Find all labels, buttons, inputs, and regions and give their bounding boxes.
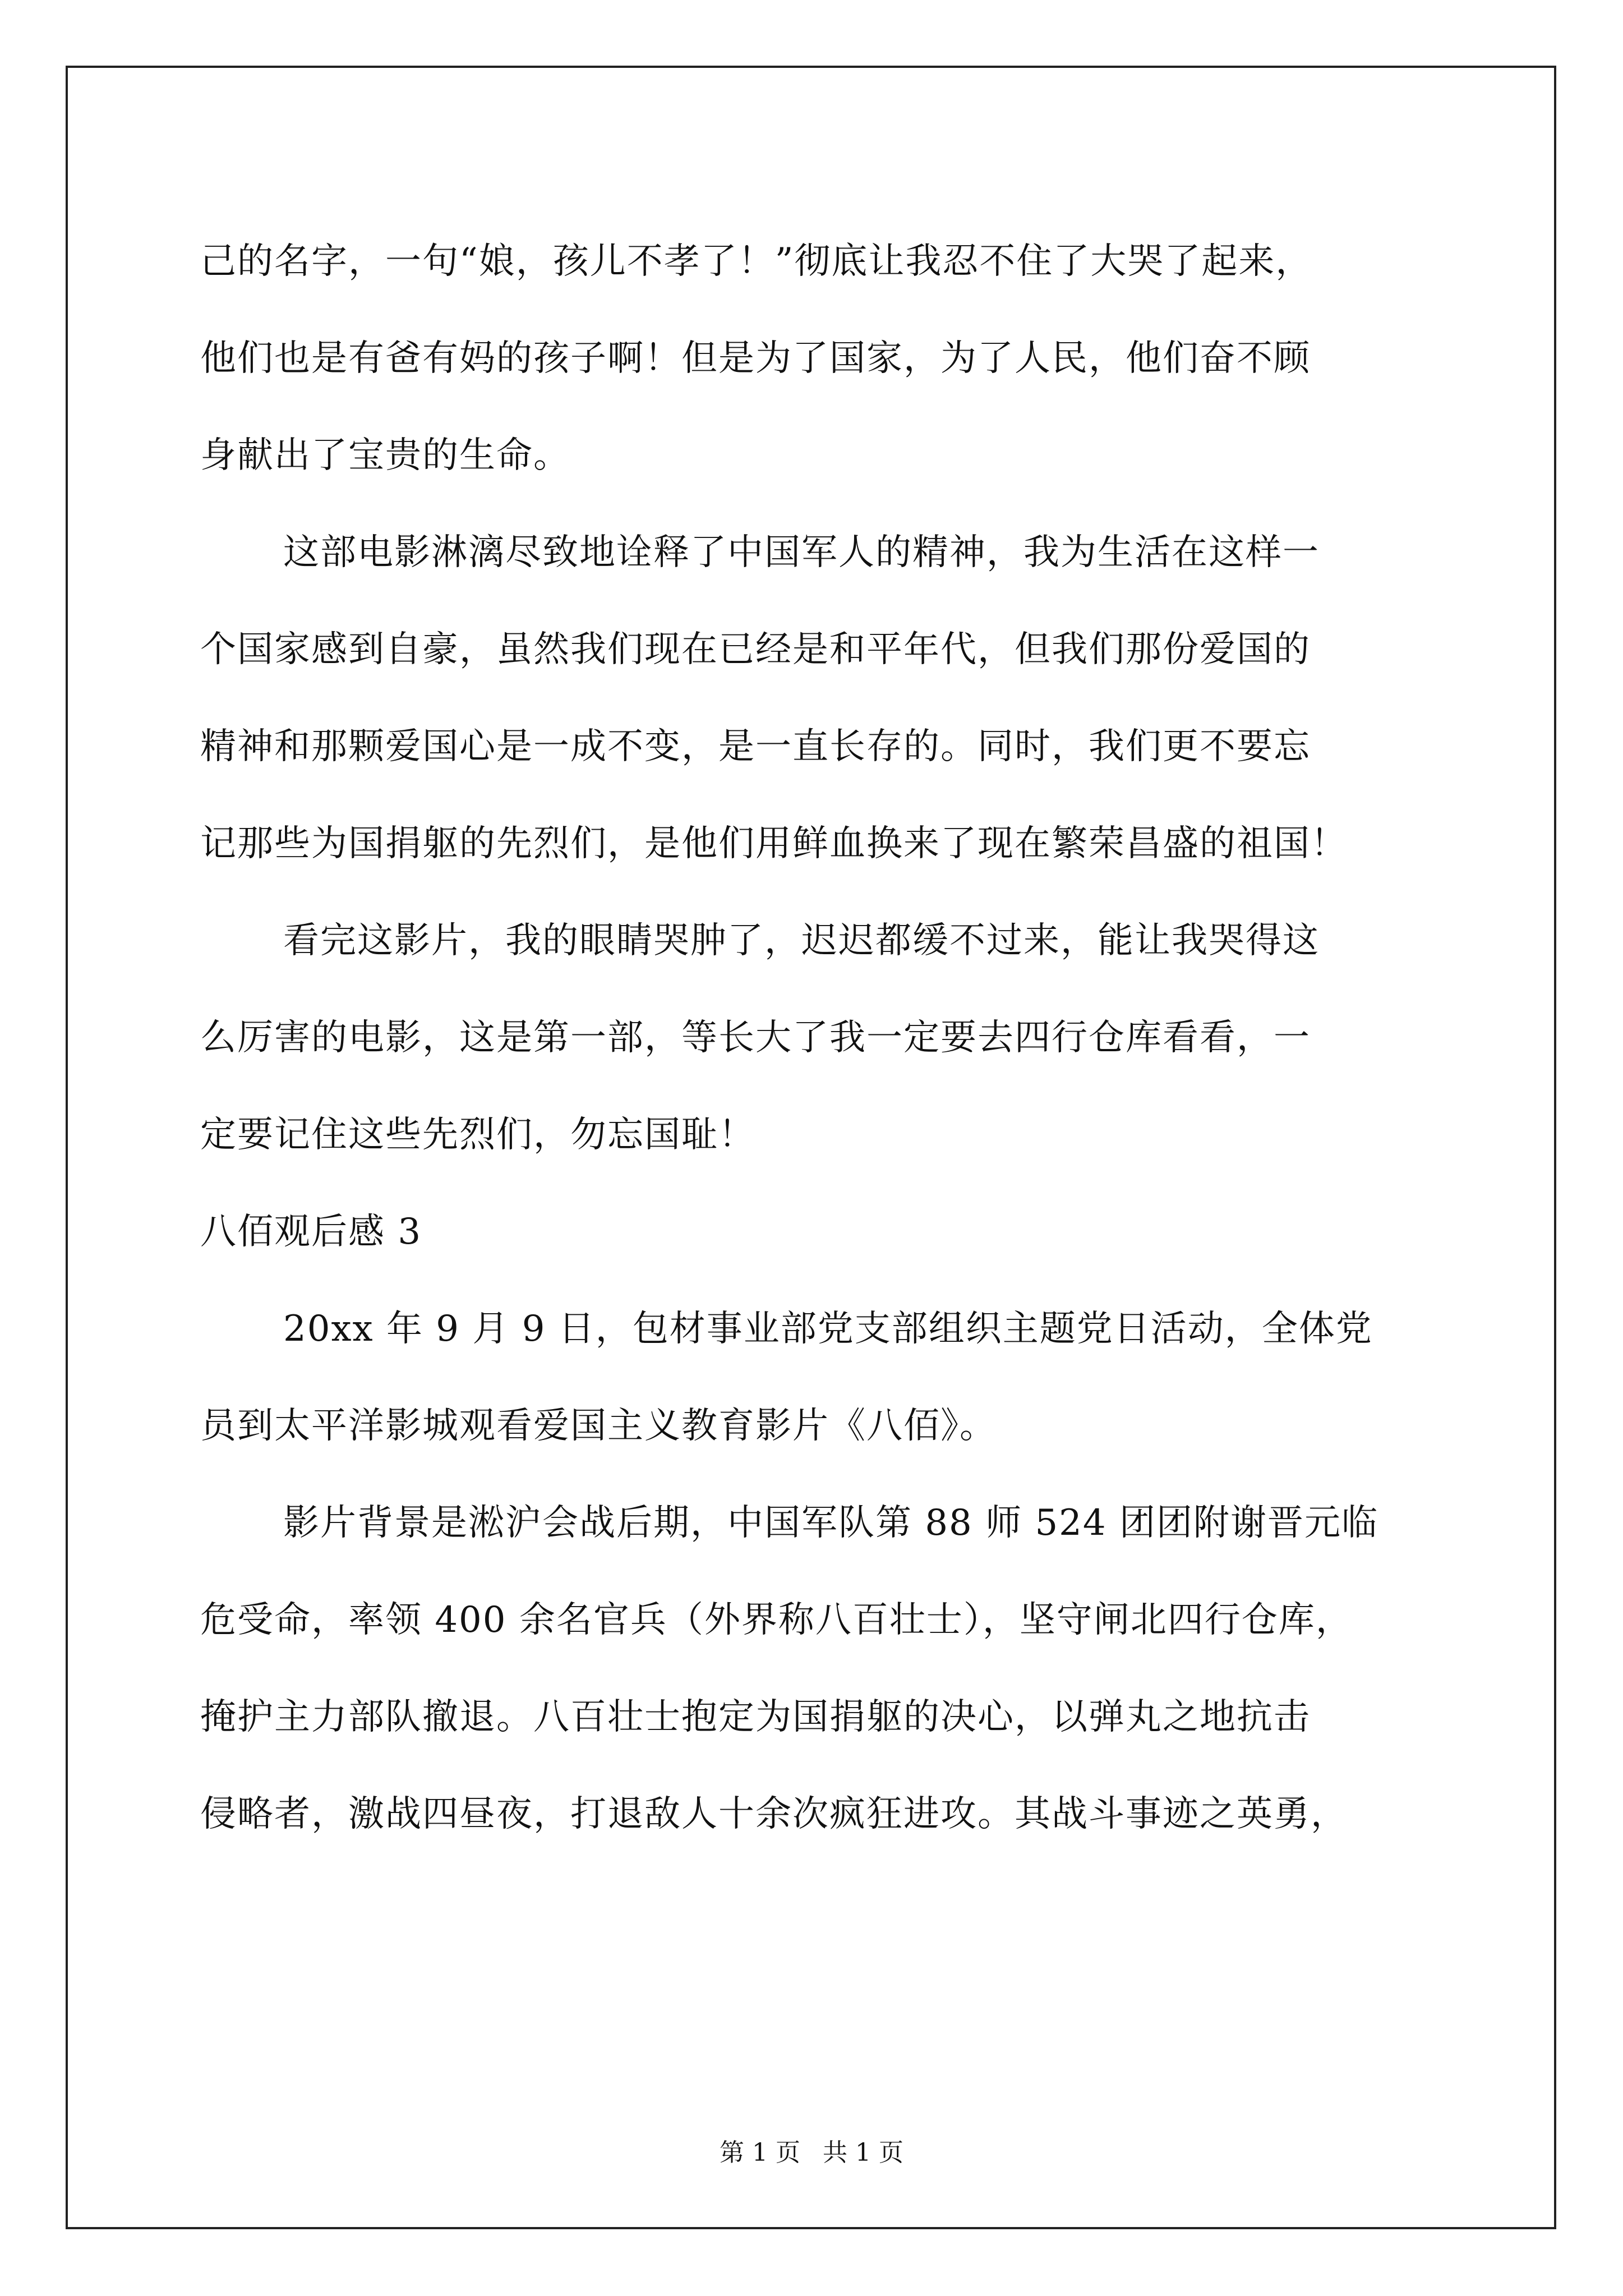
text-line: 身献出了宝贵的生命。 (200, 435, 570, 476)
text-line: 侵略者，激战四昼夜，打退敌人十余次疯狂进攻。其战斗事迹之英勇， (200, 1793, 1348, 1835)
paragraph-first-line: 影片背景是淞沪会战后期，中国军队第 88 师 524 团团附谢晋元临 (283, 1502, 1378, 1544)
paragraph-first-line: 看完这影片，我的眼睛哭肿了，迟迟都缓不过来，能让我哭得这 (283, 920, 1320, 961)
text-line: 员到太平洋影城观看爱国主义教育影片《八佰》。 (200, 1405, 997, 1447)
page-number: 第 1 页 (720, 2138, 800, 2167)
text-line: 么厉害的电影，这是第一部，等长大了我一定要去四行仓库看看，一 (200, 1017, 1311, 1059)
text-line: 己的名字，一句“娘，孩儿不孝了！”彻底让我忍不住了大哭了起来， (200, 241, 1313, 282)
section-heading: 八佰观后感 3 (200, 1211, 422, 1253)
text-line: 个国家感到自豪，虽然我们现在已经是和平年代，但我们那份爱国的 (200, 629, 1311, 670)
paragraph-first-line: 这部电影淋漓尽致地诠释了中国军人的精神，我为生活在这样一 (283, 532, 1320, 573)
text-line: 精神和那颗爱国心是一成不变，是一直长存的。同时，我们更不要忘 (200, 726, 1311, 767)
page-footer (0, 2136, 1623, 2170)
text-line: 掩护主力部队撤退。八百壮士抱定为国捐躯的决心，以弹丸之地抗击 (200, 1696, 1311, 1738)
text-line: 危受命，率领 400 余名官兵（外界称八百壮士），坚守闸北四行仓库， (200, 1599, 1353, 1641)
document-body (200, 213, 1423, 1863)
page-total: 共 1 页 (823, 2138, 903, 2167)
text-line: 他们也是有爸有妈的孩子啊！但是为了国家，为了人民，他们奋不顾 (200, 338, 1311, 379)
paragraph-first-line: 20xx 年 9 月 9 日，包材事业部党支部组织主题党日活动，全体党 (283, 1308, 1373, 1350)
text-line: 定要记住这些先烈们，勿忘国耻！ (200, 1114, 755, 1156)
text-line: 记那些为国捐躯的先烈们，是他们用鲜血换来了现在繁荣昌盛的祖国！ (200, 823, 1348, 864)
